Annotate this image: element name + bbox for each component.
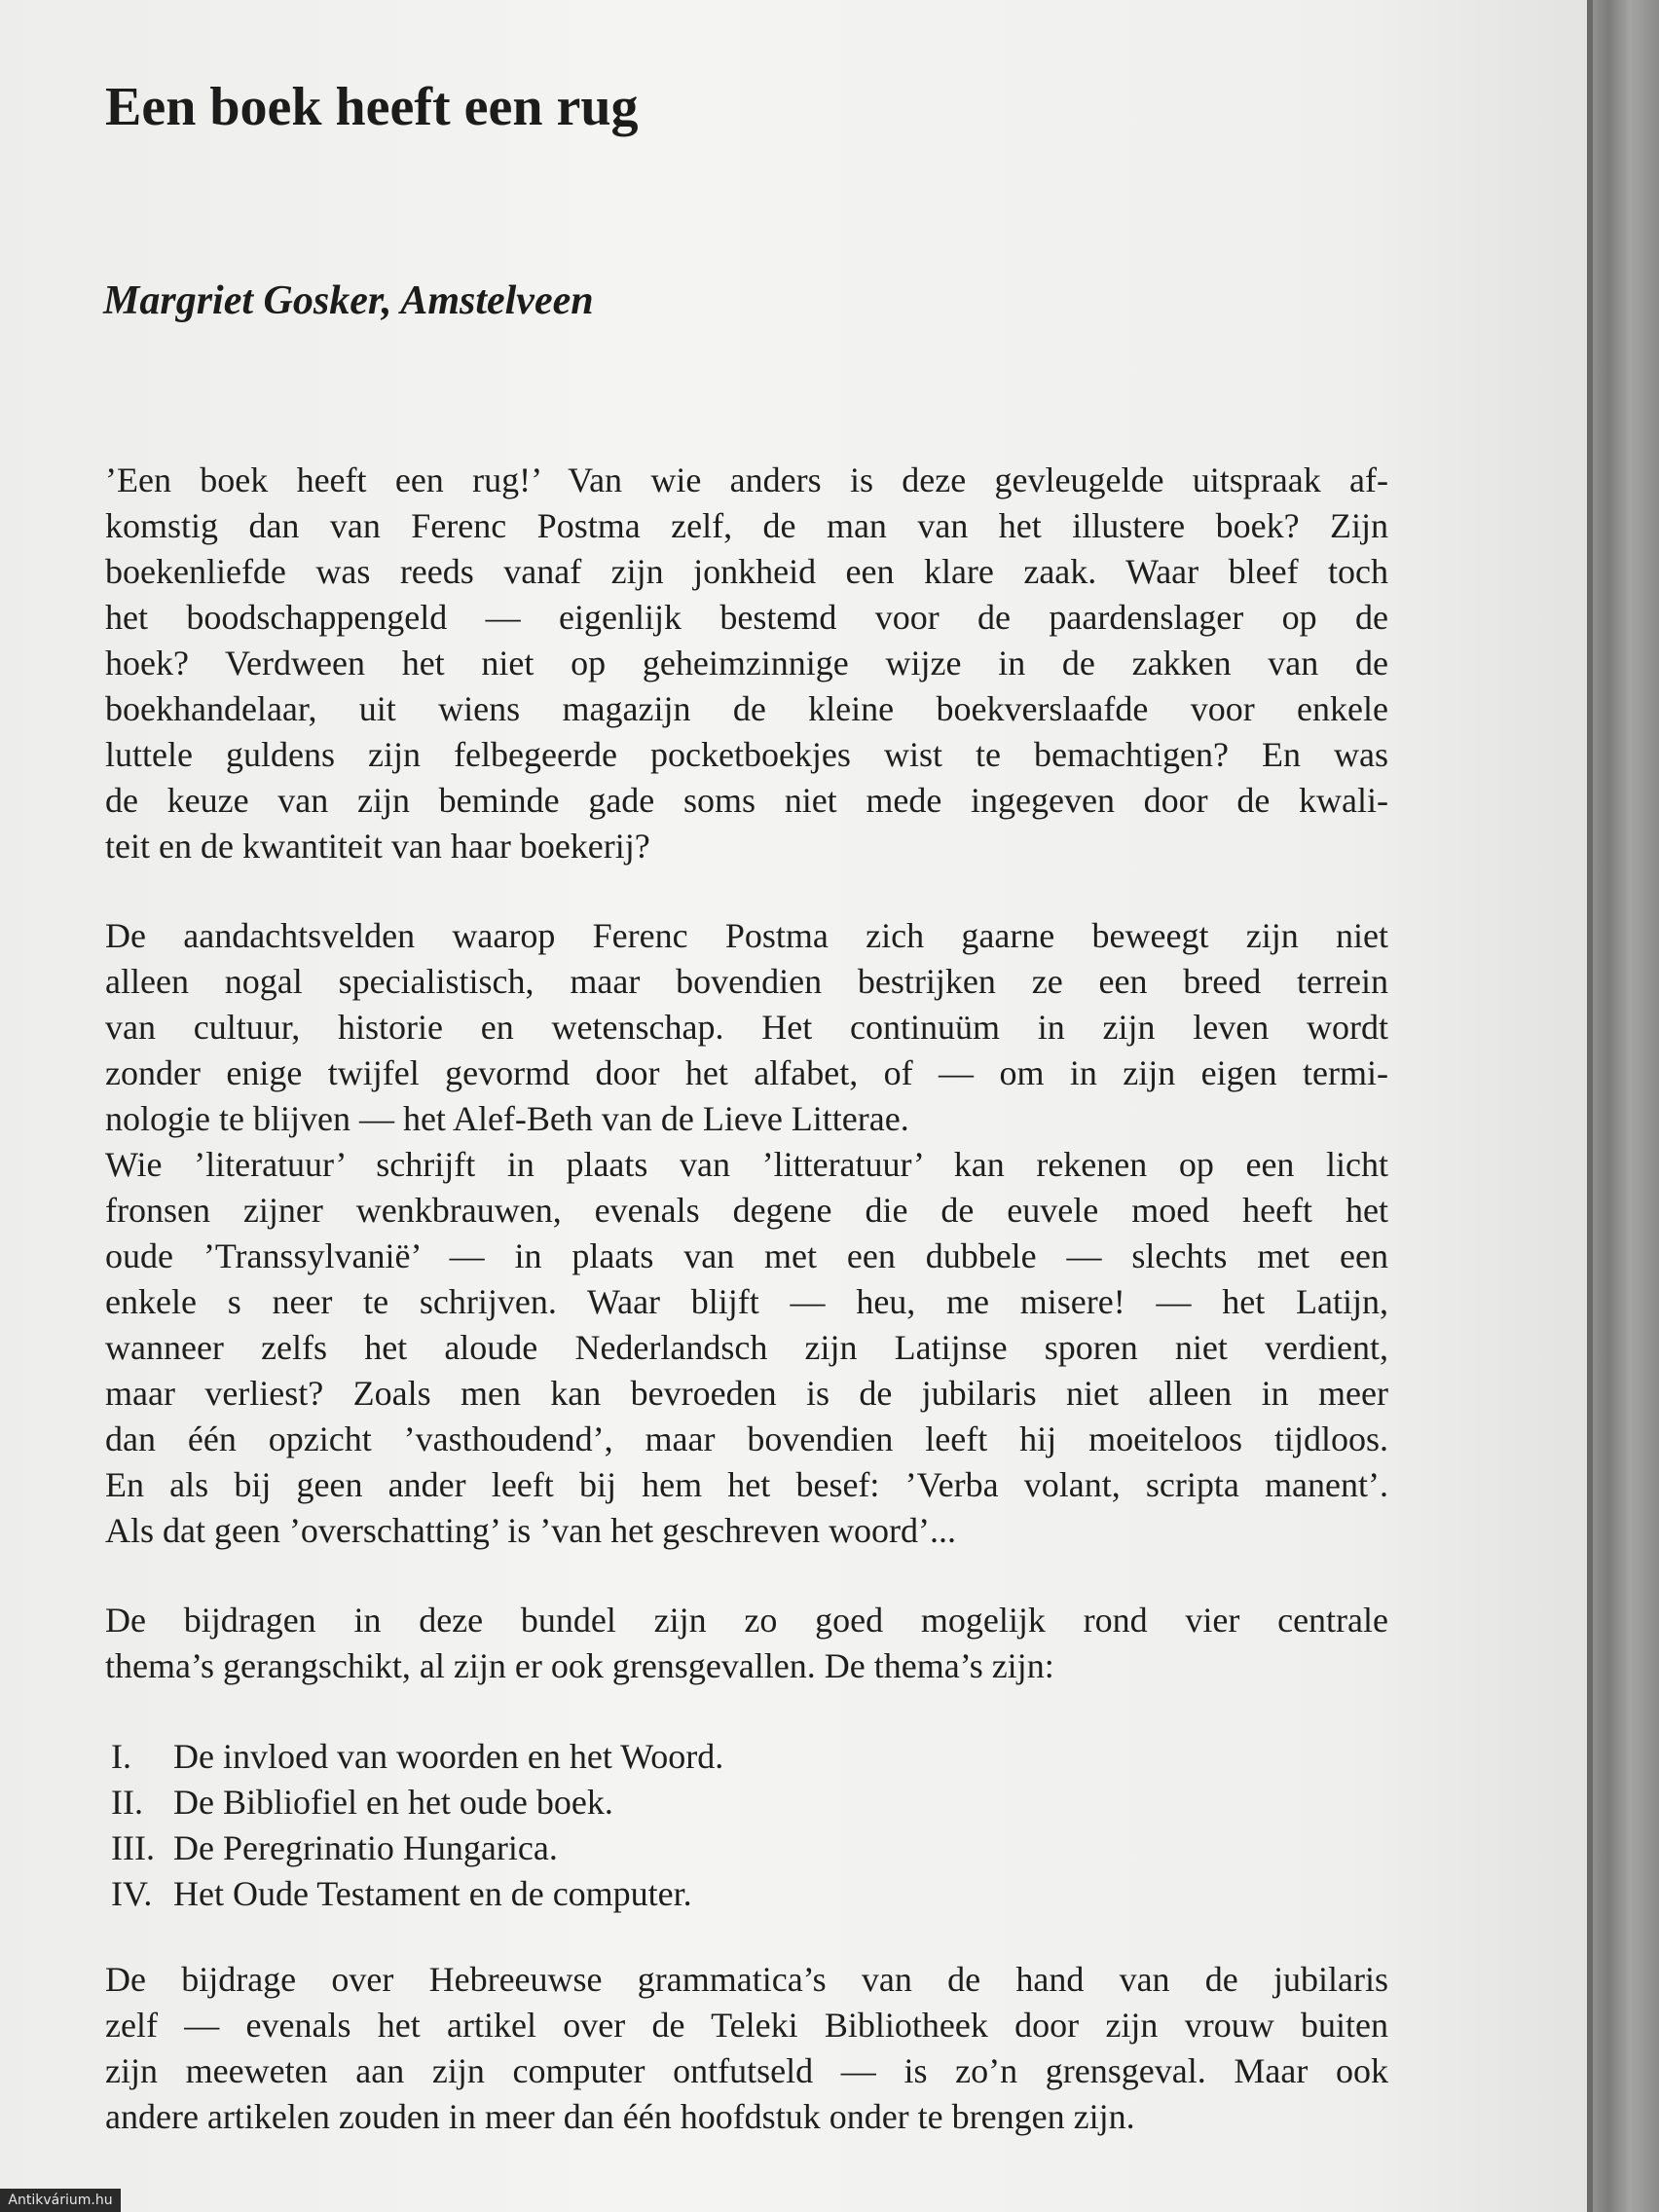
paragraph-1-line: teit en de kwantiteit van haar boekerij? [105, 827, 650, 866]
paragraph-3-line: oude ’Transsylvanië’ — in plaats van met een dubbele — slechts met een [105, 1236, 1388, 1275]
paragraph-4-line: De bijdragen in deze bundel zijn zo goed mogelijk rond vier centrale [105, 1601, 1388, 1640]
theme-number: IV. [111, 1874, 153, 1913]
paragraph-3-line: enkele s neer te schrijven. Waar blijft — heu, me misere! — het Latijn, [105, 1282, 1388, 1321]
theme-text: De invloed van woorden en het Woord. [173, 1737, 724, 1776]
paragraph-1-line: komstig dan van Ferenc Postma zelf, de man van het illustere boek? Zijn [105, 506, 1388, 545]
paragraph-3-line: Wie ’literatuur’ schrijft in plaats van ’litteratuur’ kan rekenen op een licht [105, 1145, 1388, 1184]
paragraph-1-line: het boodschappengeld — eigenlijk bestemd voor de paardenslager op de [105, 598, 1388, 637]
paragraph-2-line: De aandachtsvelden waarop Ferenc Postma zich gaarne beweegt zijn niet [105, 916, 1388, 955]
book-spine-shadow [1587, 0, 1659, 2212]
theme-number: I. [111, 1737, 131, 1776]
paragraph-3-line: fronsen zijner wenkbrauwen, evenals degene die de euvele moed heeft het [105, 1191, 1388, 1230]
theme-number: II. [111, 1783, 143, 1822]
theme-list-item [111, 1780, 613, 1825]
paragraph-2-line: alleen nogal specialistisch, maar bovendien bestrijken ze een breed terrein [105, 962, 1388, 1001]
closing-paragraph-line: andere artikelen zouden in meer dan één hoofdstuk onder te brengen zijn. [105, 2097, 1135, 2136]
theme-list-item [111, 1825, 558, 1871]
theme-list-item [111, 1734, 723, 1780]
paragraph-1-line: boekenliefde was reeds vanaf zijn jonkheid een klare zaak. Waar bleef toch [105, 552, 1388, 591]
closing-paragraph-line: zijn meeweten aan zijn computer ontfutseld — is zo’n grensgeval. Maar ook [105, 2051, 1388, 2090]
paragraph-3-line: dan één opzicht ’vasthoudend’, maar bovendien leeft hij moeiteloos tijdloos. [105, 1419, 1388, 1458]
article-title: Een boek heeft een rug [105, 77, 639, 137]
closing-paragraph-line: De bijdrage over Hebreeuwse grammatica’s van de hand van de jubilaris [105, 1960, 1388, 1999]
theme-text: De Bibliofiel en het oude boek. [173, 1783, 613, 1822]
paragraph-1-line: hoek? Verdween het niet op geheimzinnige wijze in de zakken van de [105, 644, 1388, 682]
paragraph-1-line: ’Een boek heeft een rug!’ Van wie anders is deze gevleugelde uitspraak af- [105, 461, 1388, 499]
watermark-label: Antikvárium.hu [0, 2189, 121, 2212]
theme-list-item [111, 1871, 692, 1917]
paragraph-4-line: thema’s gerangschikt, al zijn er ook grensgevallen. De thema’s zijn: [105, 1646, 1054, 1685]
theme-text: Het Oude Testament en de computer. [173, 1874, 692, 1913]
paragraph-1-line: luttele guldens zijn felbegeerde pocketboekjes wist te bemachtigen? En was [105, 735, 1388, 774]
closing-paragraph-line: zelf — evenals het artikel over de Teleki Bibliotheek door zijn vrouw buiten [105, 2006, 1388, 2045]
paragraph-3-line: En als bij geen ander leeft bij hem het besef: ’Verba volant, scripta manent’. [105, 1465, 1388, 1504]
paragraph-3-line: Als dat geen ’overschatting’ is ’van het geschreven woord’... [105, 1511, 957, 1550]
paragraph-3-line: wanneer zelfs het aloude Nederlandsch zijn Latijnse sporen niet verdient, [105, 1328, 1388, 1367]
paragraph-2-line: zonder enige twijfel gevormd door het alfabet, of — om in zijn eigen termi- [105, 1053, 1388, 1092]
article-author: Margriet Gosker, Amstelveen [103, 278, 594, 323]
paragraph-1-line: de keuze van zijn beminde gade soms niet mede ingegeven door de kwali- [105, 781, 1388, 820]
paragraph-3-line: maar verliest? Zoals men kan bevroeden is de jubilaris niet alleen in meer [105, 1374, 1388, 1413]
paragraph-2-line: van cultuur, historie en wetenschap. Het continuüm in zijn leven wordt [105, 1008, 1388, 1047]
theme-text: De Peregrinatio Hungarica. [173, 1828, 558, 1867]
paragraph-2-line: nologie te blijven — het Alef-Beth van de Lieve Litterae. [105, 1099, 909, 1138]
paragraph-1-line: boekhandelaar, uit wiens magazijn de kleine boekverslaafde voor enkele [105, 689, 1388, 728]
theme-number: III. [111, 1828, 155, 1867]
